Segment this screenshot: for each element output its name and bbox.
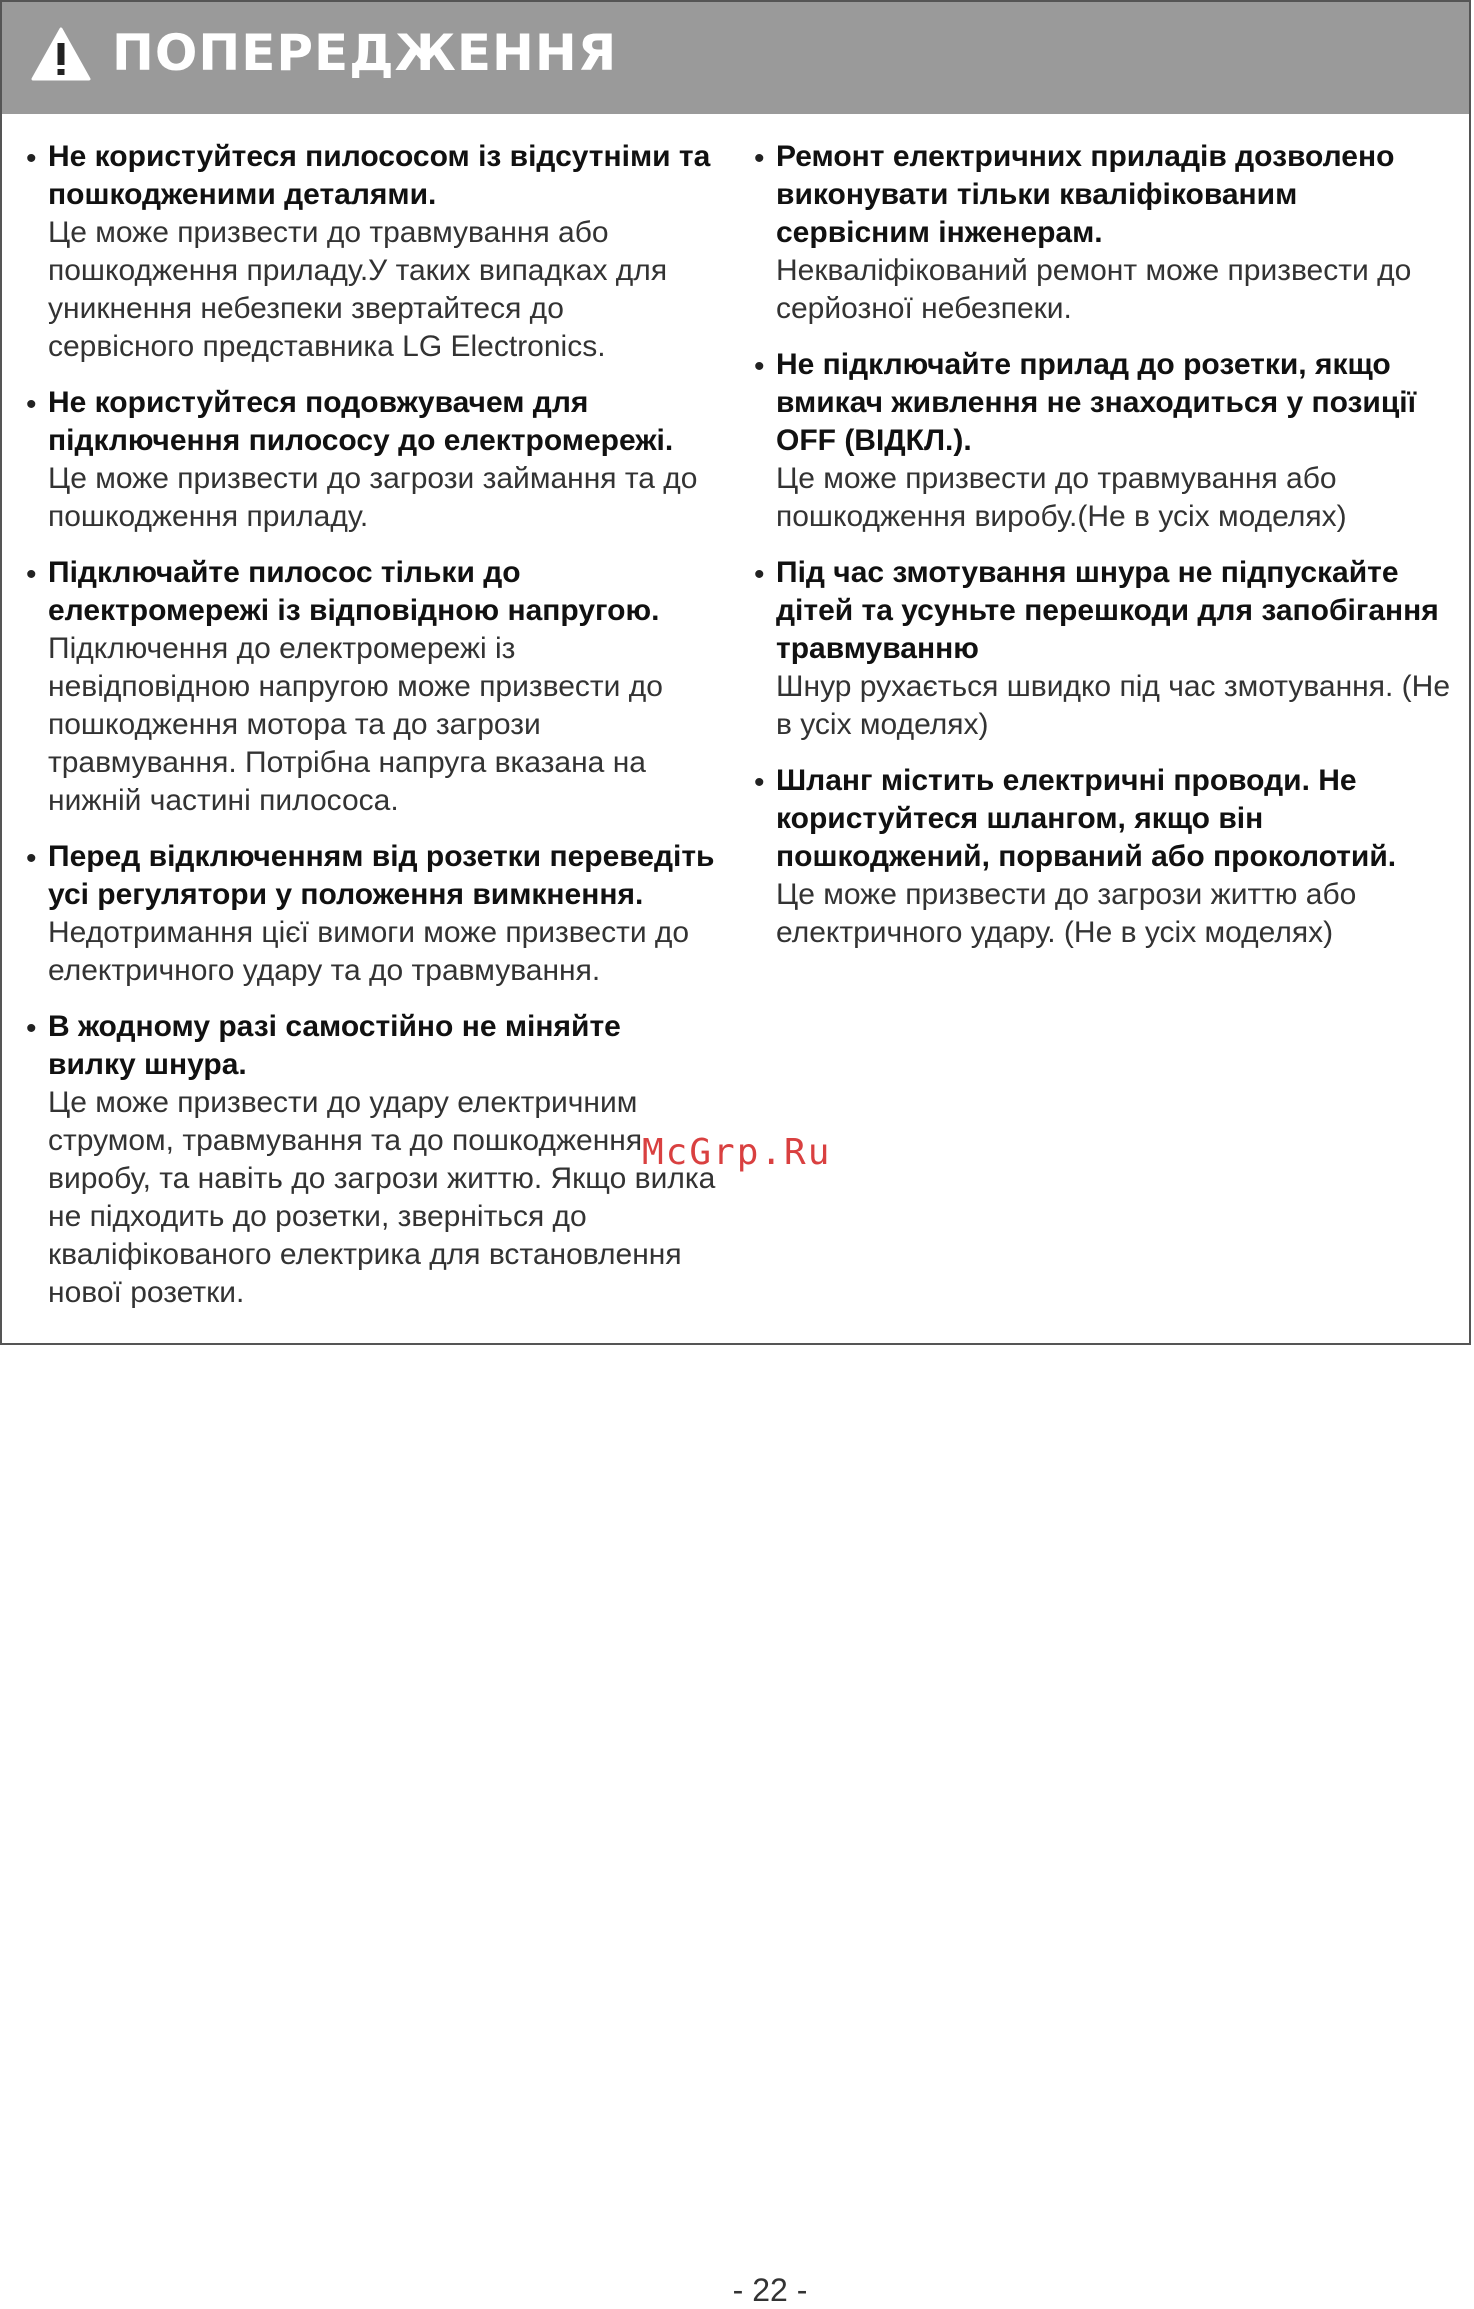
item-text: Це може призвести до травмування або пошкодження приладу.У таких випадках для уникнення небезпеки звертайтеся до сервісного представника LG Electronics. <box>48 216 668 363</box>
warning-item <box>754 762 1454 952</box>
bullet: • <box>754 350 765 383</box>
right-column <box>754 138 1454 970</box>
item-text: Це може призвести до удару електричним струмом, травмування та до пошкодження виробу, та навіть до загрози життю. Якщо вилка не підходить до розетки, зверніться до кваліфікованого електрика для встановлення нової розетки. <box>48 1086 716 1309</box>
item-text: Шнур рухається швидко під час змотування. (Не в усіх моделях) <box>776 670 1451 741</box>
bullet: • <box>754 766 765 799</box>
item-heading: Ремонт електричних приладів дозволено виконувати тільки кваліфікованим сервісним інженерам. <box>776 140 1395 249</box>
bullet: • <box>26 142 37 175</box>
warning-item <box>754 138 1454 328</box>
warning-item <box>26 384 716 536</box>
page-number: - 22 - <box>732 2272 808 2308</box>
item-text: Це може призвести до загрози життю або електричного удару. (Не в усіх моделях) <box>776 878 1357 949</box>
item-heading: Підключайте пилосос тільки до електромережі із відповідною напругою. <box>48 556 660 627</box>
page-title: ПОПЕРЕДЖЕННЯ <box>112 24 618 82</box>
bullet: • <box>754 558 765 591</box>
item-text: Недотримання цієї вимоги може призвести до електричного удару та до травмування. <box>48 916 690 987</box>
item-text: Некваліфікований ремонт може призвести до серйозної небезпеки. <box>776 254 1412 325</box>
item-heading: Не користуйтеся пилососом із відсутніми та пошкодженими деталями. <box>48 140 711 211</box>
item-heading: Шланг містить електричні проводи. Не користуйтеся шлангом, якщо він пошкоджений, порваний або проколотий. <box>776 764 1397 873</box>
warning-item <box>754 554 1454 744</box>
bullet: • <box>26 388 37 421</box>
warning-item <box>26 554 716 820</box>
watermark: McGrp.Ru <box>642 1132 832 1173</box>
bullet: • <box>26 842 37 875</box>
warning-item <box>26 1008 716 1312</box>
item-text: Це може призвести до загрози займання та до пошкодження приладу. <box>48 462 698 533</box>
warning-item <box>26 138 716 366</box>
warning-triangle-icon <box>30 26 92 82</box>
bullet: • <box>26 558 37 591</box>
item-heading: Під час змотування шнура не підпускайте дітей та усуньте перешкоди для запобігання травмуванню <box>776 556 1439 665</box>
item-heading: Не користуйтеся подовжувачем для підключення пилососу до електромережі. <box>48 386 674 457</box>
warning-item <box>26 838 716 990</box>
bullet: • <box>754 142 765 175</box>
item-text: Підключення до електромережі із невідповідною напругою може призвести до пошкодження мотора та до загрози травмування. Потрібна напруга вказана на нижній частині пилососа. <box>48 632 663 817</box>
warning-item <box>754 346 1454 536</box>
left-column <box>26 138 716 1330</box>
bullet: • <box>26 1012 37 1045</box>
item-heading: Не підключайте прилад до розетки, якщо вмикач живлення не знаходиться у позиції OFF (ВІДКЛ.). <box>776 348 1417 457</box>
item-heading: Перед відключенням від розетки переведіть усі регулятори у положення вимкнення. <box>48 840 715 911</box>
item-text: Це може призвести до травмування або пошкодження виробу.(Не в усіх моделях) <box>776 462 1347 533</box>
warning-header <box>2 2 1469 114</box>
item-heading: В жодному разі самостійно не міняйте вилку шнура. <box>48 1010 621 1081</box>
